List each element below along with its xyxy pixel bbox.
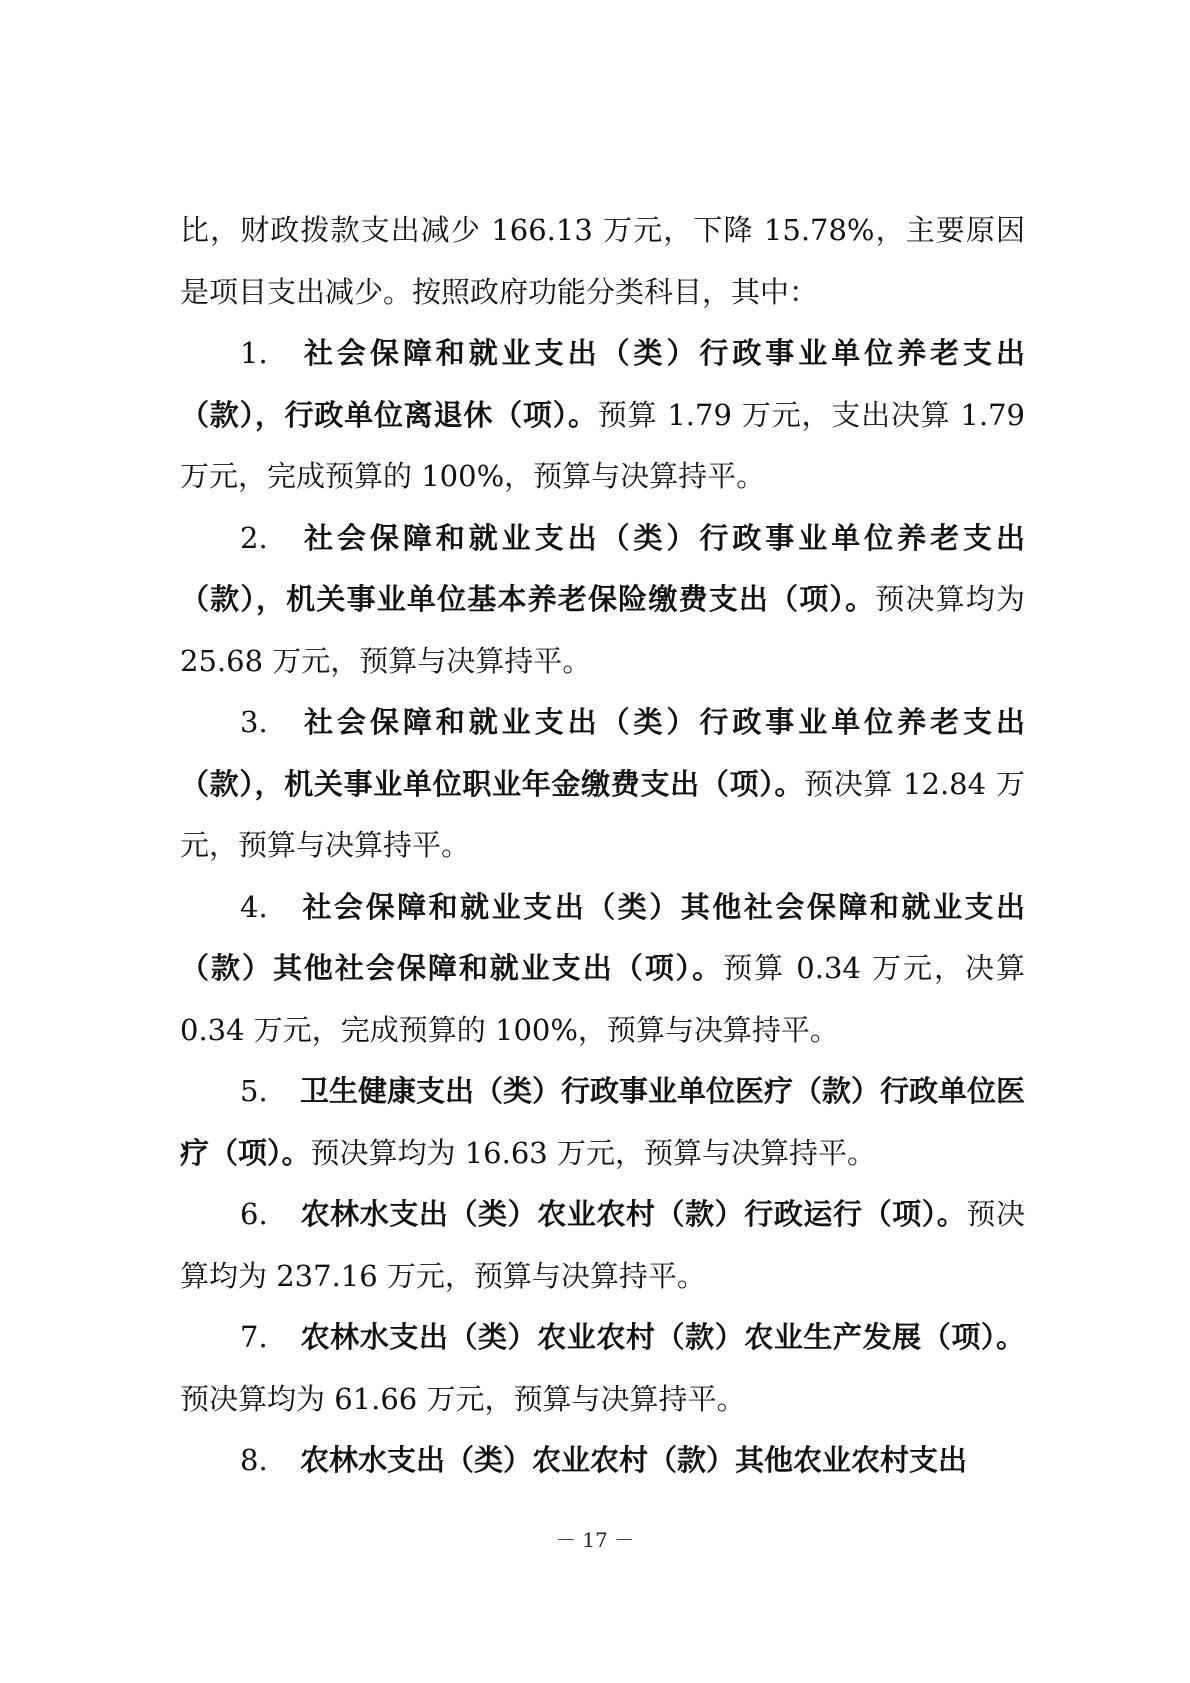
body-text bbox=[180, 200, 1025, 1492]
page-number: － 17 － bbox=[555, 1528, 635, 1552]
item-number: 3. bbox=[240, 705, 268, 739]
item-body: 预算 0.34 万元，决算 0.34 万元，完成预算的 100%，预算与决算持平。 bbox=[180, 951, 1025, 1047]
item-heading: 卫生健康支出（类）行政事业单位医疗（款）行政单位医疗（项）。 bbox=[180, 1074, 1026, 1170]
item-number: 8. bbox=[240, 1443, 268, 1477]
item-heading: 农林水支出（类）农业农村（款）行政运行（项）。 bbox=[300, 1197, 967, 1231]
item-body: 预决算均为 25.68 万元，预算与决算持平。 bbox=[180, 582, 1025, 678]
item-body: 预决算均为 237.16 万元，预算与决算持平。 bbox=[180, 1197, 1025, 1293]
item-number: 6. bbox=[240, 1197, 268, 1231]
item-heading: 社会保障和就业支出（类）行政事业单位养老支出（款），机关事业单位职业年金缴费支出（项）。 bbox=[180, 705, 1025, 801]
list-item bbox=[180, 1184, 1025, 1307]
item-heading: 社会保障和就业支出（类）其他社会保障和就业支出（款）其他社会保障和就业支出（项）。 bbox=[180, 889, 1025, 985]
list-item bbox=[180, 1430, 1025, 1492]
item-body: 预决算均为 61.66 万元，预算与决算持平。 bbox=[180, 1381, 746, 1416]
item-heading: 农林水支出（类）农业农村（款）其他农业农村支出 bbox=[300, 1443, 968, 1477]
item-number: 2. bbox=[240, 520, 268, 555]
item-number: 5. bbox=[240, 1074, 268, 1108]
item-heading: 社会保障和就业支出（类）行政事业单位养老支出（款），机关事业单位基本养老保险缴费支出（项）。 bbox=[180, 520, 1025, 616]
list-item bbox=[180, 323, 1025, 508]
item-heading: 社会保障和就业支出（类）行政事业单位养老支出（款），行政单位离退休（项）。 bbox=[180, 336, 1025, 432]
item-body: 预决算均为 16.63 万元，预算与决算持平。 bbox=[310, 1135, 876, 1170]
intro-paragraph: 比，财政拨款支出减少 166.13 万元，下降 15.78%，主要原因是项目支出减少。按照政府功能分类科目，其中： bbox=[180, 213, 1025, 309]
item-number: 1. bbox=[240, 336, 268, 370]
item-body: 预算 1.79 万元，支出决算 1.79 万元，完成预算的 100%，预算与决算持平。 bbox=[180, 397, 1025, 493]
list-item bbox=[180, 508, 1025, 693]
list-item bbox=[180, 877, 1025, 1062]
list-item bbox=[180, 1307, 1025, 1430]
item-body: 预决算 12.84 万元，预算与决算持平。 bbox=[180, 766, 1025, 862]
item-number: 7. bbox=[240, 1320, 268, 1354]
list-item bbox=[180, 692, 1025, 877]
item-heading: 农林水支出（类）农业农村（款）农业生产发展（项）。 bbox=[300, 1320, 1025, 1354]
list-item bbox=[180, 1061, 1025, 1184]
item-number: 4. bbox=[240, 889, 268, 924]
